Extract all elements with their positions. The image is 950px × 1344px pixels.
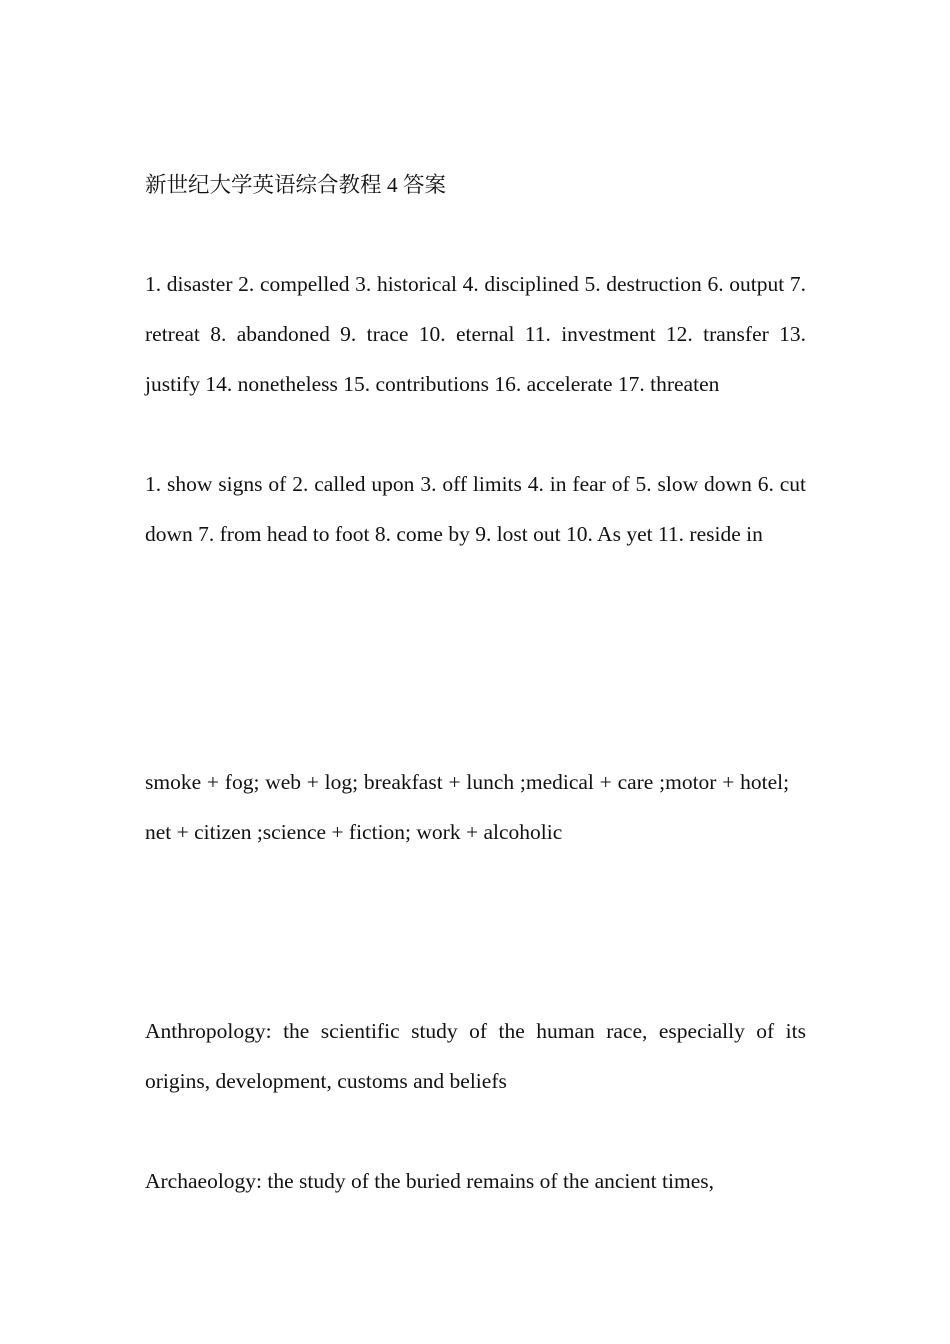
phrase-answers-paragraph: 1. show signs of 2. called upon 3. off limits 4. in fear of 5. slow down 6. cut down 7. from head to foot 8. come by 9. lost out 10. As yet 11. reside in: [145, 472, 806, 546]
vocabulary-answers-paragraph: 1. disaster 2. compelled 3. historical 4. disciplined 5. destruction 6. output 7. retreat 8. abandoned 9. trace 10. eternal 11. investment 12. transfer 13. justify 14. nonetheless 15. contributions 16. accelerate 17. threaten: [145, 272, 806, 396]
document-title: 新世纪大学英语综合教程 4 答案: [145, 173, 447, 197]
anthropology-definition-paragraph: Anthropology: the scientific study of the human race, especially of its origins, development, customs and beliefs: [145, 1019, 806, 1093]
word-blends-paragraph: smoke + fog; web + log; breakfast + lunch ;medical + care ;motor + hotel; net + citizen ;science + fiction; work + alcoholic: [145, 770, 806, 844]
archaeology-definition-paragraph: Archaeology: the study of the buried remains of the ancient times,: [145, 1169, 714, 1193]
